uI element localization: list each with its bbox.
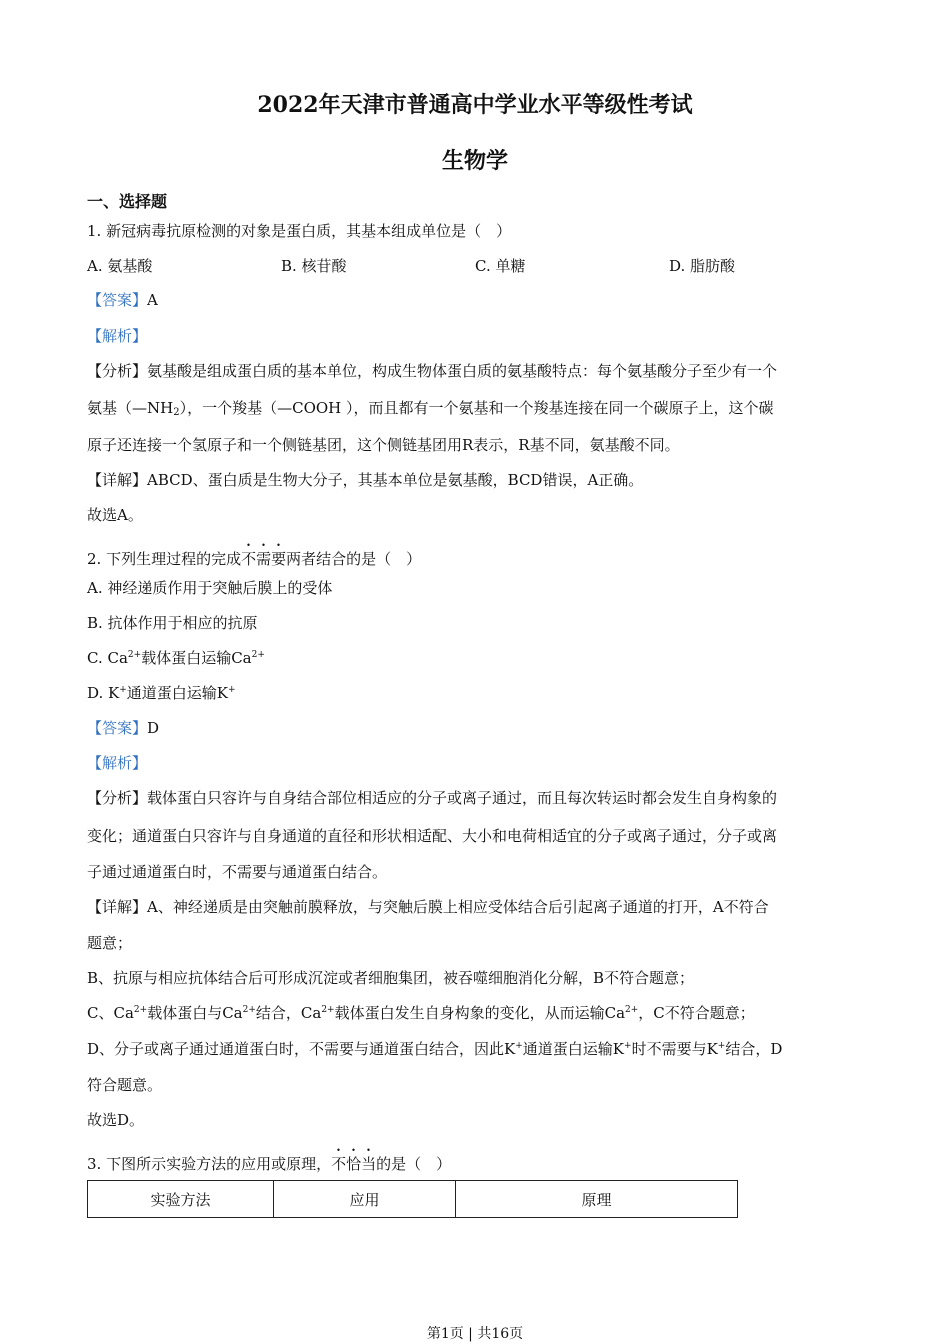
emphasis-text: 不需要	[241, 550, 287, 568]
answer-value: A	[147, 291, 158, 309]
superscript: 2+	[127, 650, 142, 660]
q1-detail	[87, 470, 867, 490]
detail-text: 通道蛋白运输K	[522, 1040, 625, 1058]
analysis-text: 氨基酸是组成蛋白质的基本单位，构成生物体蛋白质的氨基酸特点：每个氨基酸分子至少有一个	[147, 362, 778, 380]
q2-detail-line-3: B、抗原与相应抗体结合后可形成沉淀或者细胞集团，被吞噬细胞消化分解，B不符合题意；	[87, 969, 695, 987]
emphasis-text: 不恰当	[331, 1155, 377, 1173]
q2-detail-line-c	[87, 1003, 867, 1023]
superscript: +	[624, 1041, 632, 1051]
q1-conclusion: 故选A。	[87, 506, 143, 524]
superscript: 2+	[242, 1005, 256, 1015]
q2-option-b: B. 抗体作用于相应的抗原	[87, 614, 258, 632]
q1-option-c: C. 单糖	[475, 257, 526, 275]
q2-stem	[87, 541, 867, 569]
detail-tag: 【详解】	[87, 898, 148, 916]
analysis-tag: 【分析】	[87, 789, 148, 807]
stem-text: 3. 下图所示实验方法的应用或原理，	[87, 1155, 332, 1173]
superscript: +	[717, 1041, 726, 1051]
analysis-text: ），一个羧基（—COOH ），而且都有一个氨基和一个羧基连接在同一个碳原子上，这个碳	[179, 399, 774, 417]
q1-stem: 1. 新冠病毒抗原检测的对象是蛋白质，其基本组成单位是（ ）	[87, 222, 512, 240]
q2-jiexi-tag: 【解析】	[87, 754, 148, 772]
table-header-cell: 实验方法	[88, 1181, 274, 1218]
answer-value: D	[147, 719, 160, 737]
superscript: 2+	[133, 1005, 148, 1015]
q2-conclusion: 故选D。	[87, 1111, 145, 1129]
detail-text: A、神经递质是由突触前膜释放，与突触后膜上相应受体结合后引起离子通道的打开，A不符合	[147, 898, 769, 916]
stem-text: 两者结合的是（ ）	[286, 550, 422, 568]
table-header-cell: 应用	[274, 1181, 456, 1218]
detail-text: D、分子或离子通过通道蛋白时，不需要与通道蛋白结合，因此K	[87, 1040, 516, 1058]
q1-analysis-line-1	[87, 361, 867, 381]
exam-title: 2022年天津市普通高中学业水平等级性考试	[257, 92, 693, 118]
superscript: 2+	[625, 1005, 639, 1015]
analysis-text: 氨基（—NH	[87, 399, 174, 417]
q2-detail-line-2: 题意；	[87, 934, 133, 952]
q2-analysis-line-2: 变化；通道蛋白只容许与自身通道的直径和形状相适配、大小和电荷相适宜的分子或离子通过，分子或离	[87, 827, 778, 845]
q2-detail-line-1	[87, 897, 867, 917]
page-footer: 第1页 | 共16页	[426, 1326, 524, 1342]
detail-tag: 【详解】	[87, 471, 148, 489]
detail-text: 结合，D	[725, 1040, 783, 1058]
subscript: 2	[173, 407, 180, 418]
detail-text: 结合，Ca	[255, 1004, 322, 1022]
q3-table	[87, 1180, 738, 1218]
section-heading: 一、选择题	[87, 192, 168, 211]
stem-text: 的是（ ）	[376, 1155, 452, 1173]
q1-option-a: A. 氨基酸	[87, 257, 153, 275]
detail-text: ，C不符合题意；	[638, 1004, 755, 1022]
analysis-tag: 【分析】	[87, 362, 148, 380]
detail-text: 载体蛋白发生自身构象的变化，从而运输Ca	[334, 1004, 626, 1022]
option-text: C. Ca	[87, 649, 128, 667]
table-header-row	[88, 1181, 738, 1218]
q2-option-d	[87, 683, 867, 703]
option-text: 通道蛋白运输K	[126, 684, 228, 702]
q3-stem	[87, 1146, 867, 1174]
q2-analysis-line-1	[87, 788, 867, 808]
detail-text: 载体蛋白与Ca	[147, 1004, 243, 1022]
q2-analysis-line-3: 子通过通道蛋白时，不需要与通道蛋白结合。	[87, 863, 388, 881]
superscript: +	[119, 685, 127, 695]
q1-analysis-line-3: 原子还连接一个氢原子和一个侧链基团，这个侧链基团用R表示，R基不同，氨基酸不同。	[87, 436, 680, 454]
superscript: +	[228, 685, 236, 695]
q1-analysis-line-2	[87, 398, 867, 418]
detail-text: 时不需要与K	[631, 1040, 718, 1058]
detail-text: C、Ca	[87, 1004, 134, 1022]
analysis-text: 载体蛋白只容许与自身结合部位相适应的分子或离子通过，而且每次转运时都会发生自身构象的	[147, 789, 778, 807]
detail-text: ABCD、蛋白质是生物大分子，其基本单位是氨基酸，BCD错误，A正确。	[147, 471, 644, 489]
superscript: +	[515, 1041, 523, 1051]
q1-jiexi-tag: 【解析】	[87, 327, 148, 345]
q1-answer	[87, 290, 867, 310]
q2-detail-line-d	[87, 1039, 867, 1059]
q2-option-c	[87, 648, 867, 668]
stem-text: 2. 下列生理过程的完成	[87, 550, 242, 568]
answer-tag: 【答案】	[87, 291, 148, 309]
subject-title: 生物学	[441, 148, 508, 174]
option-text: D. K	[87, 684, 120, 702]
q2-detail-line-d2: 符合题意。	[87, 1076, 163, 1094]
option-text: 载体蛋白运输Ca	[141, 649, 252, 667]
q2-option-a: A. 神经递质作用于突触后膜上的受体	[87, 579, 333, 597]
answer-tag: 【答案】	[87, 719, 148, 737]
q2-answer	[87, 718, 867, 738]
table-header-cell: 原理	[456, 1181, 738, 1218]
superscript: 2+	[251, 650, 265, 660]
q1-option-b: B. 核苷酸	[281, 257, 347, 275]
superscript: 2+	[321, 1005, 335, 1015]
q1-option-d: D. 脂肪酸	[669, 257, 736, 275]
